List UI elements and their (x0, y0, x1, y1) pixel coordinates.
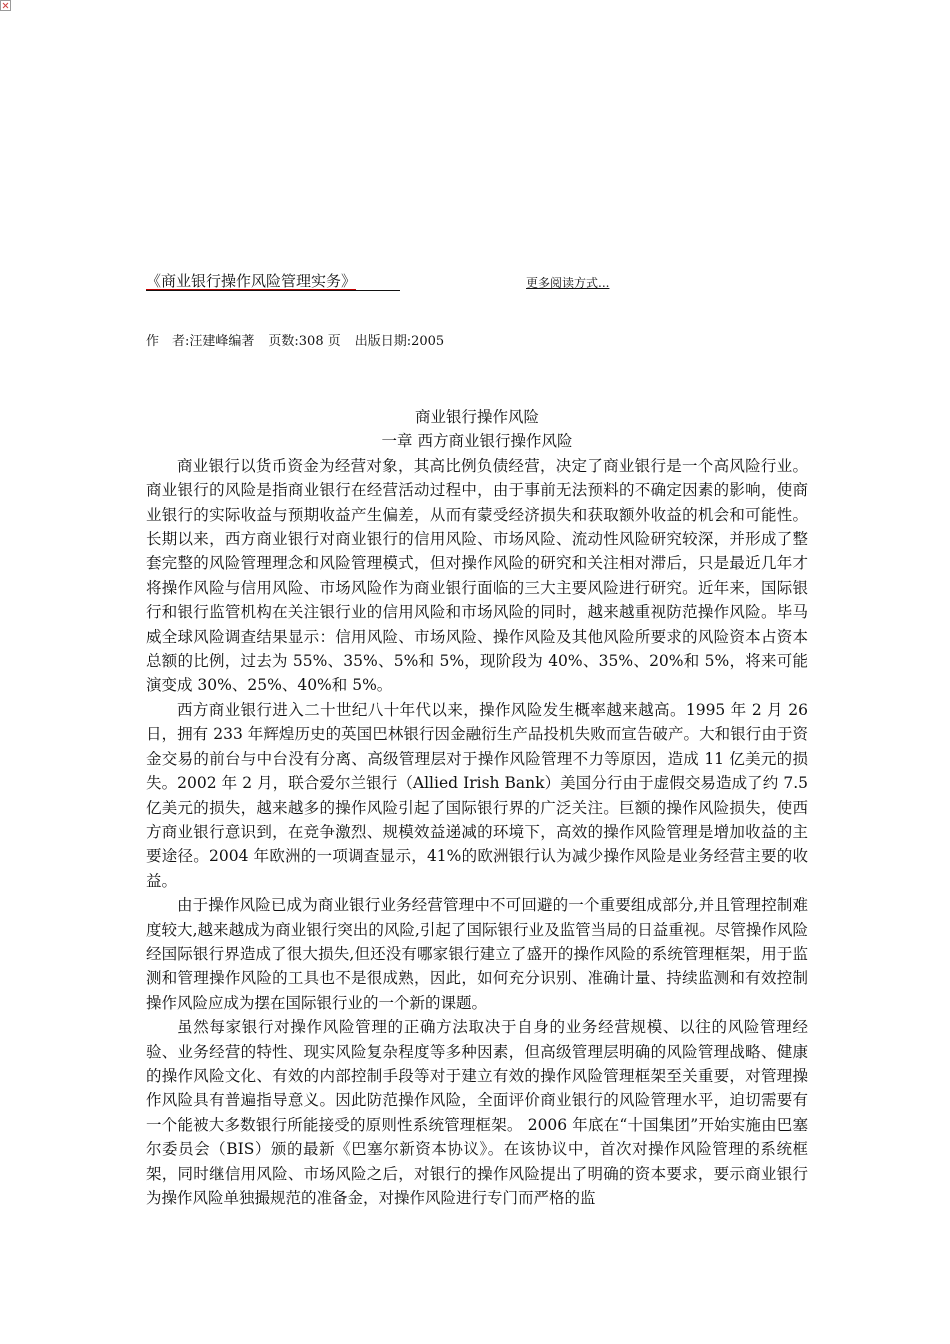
body-paragraph: 商业银行以货币资金为经营对象，其高比例负债经营，决定了商业银行是一个高风险行业。商业银行的风险是指商业银行在经营活动过程中，由于事前无法预料的不确定因素的影响，使商业银行的实际收益与预期收益产生偏差，从而有蒙受经济损失和获取额外收益的机会和可能性。长期以来，西方商业银行对商业银行的信用风险、市场风险、流动性风险研究较深，并形成了整套完整的风险管理理念和风险管理模式，但对操作风险的研究和关注相对滞后，只是最近几年才将操作风险与信用风险、市场风险作为商业银行面临的三大主要风险进行研究。近年来，国际银行和银行监管机构在关注银行业的信用风险和市场风险的同时，越来越重视防范操作风险。毕马威全球风险调查结果显示：信用风险、市场风险、操作风险及其他风险所要求的风险资本占资本总额的比例，过去为 55%、35%、5%和 5%，现阶段为 40%、35%、20%和 5%，将来可能演变成 30%、25%、40%和 5%。 (146, 456, 808, 695)
author-text: 作 者:汪建峰编著 (146, 334, 255, 349)
page-count-text: 页数:308 页 (268, 334, 341, 349)
body-paragraph: 西方商业银行进入二十世纪八十年代以来，操作风险发生概率越来越高。1995 年 2 月 26 日，拥有 233 年辉煌历史的英国巴林银行因金融衍生产品投机失败而宣告破产。大和银行由于资金交易的前台与中台没有分离、高级管理层对于操作风险管理不力等原因，造成 11 亿美元的损失。2002 年 2 月，联合爱尔兰银行（Allied Irish Bank）美国分行由于虚假交易造成了约 7.5 亿美元的损失，越来越多的操作风险引起了国际银行界的广泛关注。巨额的操作风险损失，使西方商业银行意识到，在竞争激烈、规模效益递减的环境下，高效的操作风险管理是增加收益的主要途径。2004 年欧洲的一项调查显示，41%的欧洲银行认为减少操作风险是业务经营主要的收益。 (146, 700, 808, 890)
chapter-heading: 一章 西方商业银行操作风险 (381, 432, 573, 451)
book-title-link[interactable]: 《商业银行操作风险管理实务》 (146, 272, 357, 290)
body-paragraph: 虽然每家银行对操作风险管理的正确方法取决于自身的业务经营规模、以往的风险管理经验、业务经营的特性、现实风险复杂程度等多种因素，但高级管理层明确的风险管理战略、健康的操作风险文化、有效的内部控制手段等对于建立有效的操作风险管理框架至关重要，对管理操作风险具有普遍指导意义。因此防范操作风险，全面评价商业银行的风险管理水平，迫切需要有一个能被大多数银行所能接受的原则性系统管理框架。 2006 年底在“十国集团”开始实施由巴塞尔委员会（BIS）颁的最新《巴塞尔新资本协议》。在该协议中，首次对操作风险管理的系统框架，同时继信用风险、市场风险之后，对银行的操作风险提出了明确的资本要求，要示商业银行为操作风险单独撮规范的准备金，对操作风险进行专门而严格的监 (146, 1018, 808, 1207)
section-heading: 商业银行操作风险 (414, 408, 539, 426)
body-paragraph: 由于操作风险已成为商业银行业务经营管理中不可回避的一个重要组成部分,并且管理控制难度较大,越来越成为商业银行突出的风险,引起了国际银行业及监管当局的日益重视。尽管操作风险经国际银行界造成了很大损失,但还没有哪家银行建立了盛开的操作风险的系统管理框架，用于监测和管理操作风险的工具也不是很成熟，因此，如何充分识别、准确计量、持续监测和有效控制操作风险应成为摆在国际银行业的一个新的课题。 (146, 896, 808, 1012)
document-body (146, 405, 808, 1210)
publish-date-text: 出版日期:2005 (354, 334, 445, 349)
title-underline-rule (146, 290, 400, 291)
broken-image-icon (0, 0, 11, 11)
book-meta (146, 334, 444, 349)
more-reading-options-link[interactable]: 更多阅读方式... (526, 276, 610, 290)
